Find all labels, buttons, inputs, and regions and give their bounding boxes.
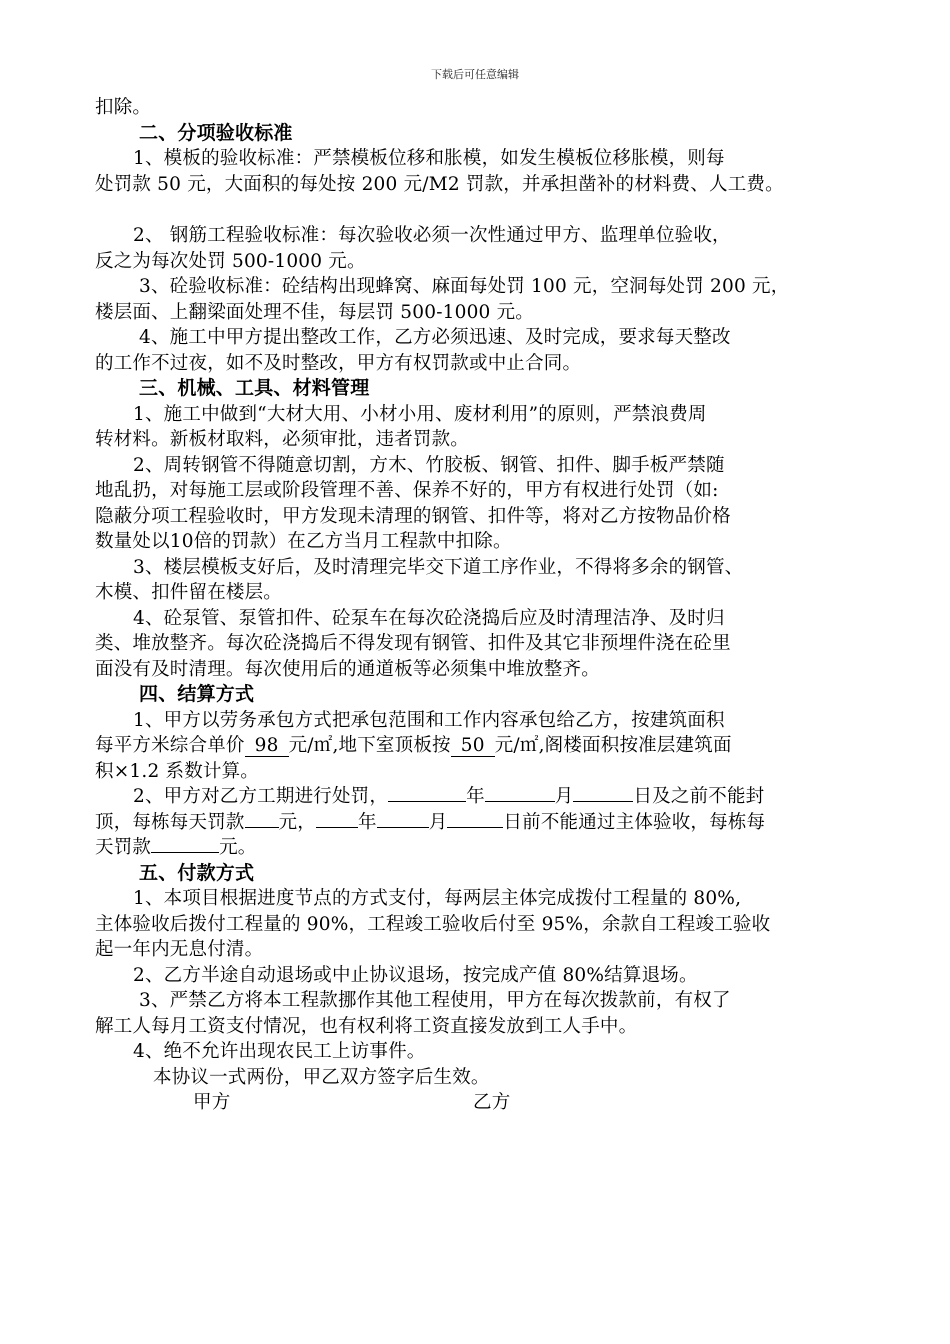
section-heading: 三、机械、工具、材料管理 [139,377,370,399]
section-heading: 五、付款方式 [139,861,255,884]
closing-statement: 本协议一式两份，甲乙双方签字后生效。 [153,1066,490,1088]
paragraph-line: 2、 钢筋工程验收标准：每次验收必须一次性通过甲方、监理单位验收， [133,225,731,246]
paragraph-line: 地乱扔，对每施工层或阶段管理不善、保养不好的，甲方有权进行处罚（如: [95,480,719,501]
paragraph-line [95,810,865,836]
paragraph-line: 4、砼泵管、泵管扣件、砼泵车在每次砼浇捣后应及时清理洁净、及时归 [133,607,725,629]
paragraph-line [95,784,865,810]
paragraph-line: 2、周转钢管不得随意切割，方木、竹胶板、钢管、扣件、脚手板严禁随 [133,454,725,476]
text-run: 日前不能通过主体验收，每栋每 [503,811,766,833]
blank-field [316,827,358,828]
text-run: 年 [358,811,377,833]
paragraph-line: 木模、扣件留在楼层。 [95,582,283,603]
paragraph-line: 转材料。新板材取料，必须审批，违者罚款。 [95,429,470,450]
paragraph-line [95,835,865,861]
document-body [95,95,865,1116]
text-run: 月 [554,786,574,807]
paragraph-line: 处罚款 50 元，大面积的每处按 200 元/M2 罚款，并承担凿补的材料费、人工费。 [95,173,784,195]
text-run: 元。 [219,837,257,858]
blank-field [485,801,555,802]
text-run: 2、甲方对乙方工期进行处罚， [133,786,389,807]
blank-field [388,801,466,802]
paragraph-line: 1、施工中做到“大材大用、小材小用、废材利用”的原则，严禁浪费周 [133,403,707,425]
party-a-label: 甲方 [193,1092,231,1113]
paragraph-line: 4、施工中甲方提出整改工作，乙方必须迅速、及时完成，要求每天整改 [139,327,731,348]
text-run: 月 [428,811,448,833]
blank-field [447,827,503,828]
price-basement-field: 50 [451,736,495,757]
paragraph-line: 起一年内无息付清。 [95,939,264,960]
paragraph-line: 1、模板的验收标准：严禁模板位移和胀模，如发生模板位移胀模，则每 [133,148,725,169]
party-b-label: 乙方 [473,1092,511,1113]
paragraph-line: 隐蔽分项工程验收时，甲方发现未清理的钢管、扣件等，将对乙方按物品价格 [95,505,731,527]
paragraph-line [95,733,865,759]
paragraph-line: 数量处以10倍的罚款）在乙方当月工程款中扣除。 [95,531,512,552]
blank-field [573,801,633,802]
page-header: 下载后可任意编辑 [431,68,519,81]
paragraph-line: 主体验收后拨付工程量的 90%，工程竣工验收后付至 95%，余款自工程竣工验收 [95,913,771,935]
paragraph-line: 类、堆放整齐。每次砼浇捣后不得发现有钢管、扣件及其它非预埋件浇在砼里 [95,633,731,654]
paragraph-line: 的工作不过夜，如不及时整改，甲方有权罚款或中止合同。 [95,352,582,374]
paragraph-line: 反之为每次处罚 500-1000 元。 [95,250,366,272]
paragraph-line: 楼层面、上翻梁面处理不佳，每层罚 500-1000 元。 [95,301,535,323]
paragraph-line: 1、本项目根据进度节点的方式支付，每两层主体完成拨付工程量的 80%, [133,888,742,909]
paragraph-line: 3、严禁乙方将本工程款挪作其他工程使用，甲方在每次拨款前，有权了 [139,990,731,1011]
paragraph-line: 3、楼层模板支好后，及时清理完毕交下道工序作业，不得将多余的钢管、 [133,556,744,578]
text-run: 元/㎡,阁楼面积按准层建筑面 [494,735,732,756]
paragraph-line: 3、砼验收标准：砼结构出现蜂窝、麻面每处罚 100 元，空洞每处罚 200 元， [139,276,790,297]
paragraph-line: 4、绝不允许出现农民工上访事件。 [133,1041,426,1062]
blank-field [151,852,219,853]
signature-row [95,1090,865,1116]
paragraph-line: 积×1.2 系数计算。 [95,760,260,782]
section-heading: 四、结算方式 [139,683,255,705]
paragraph-line: 扣除。 [95,97,152,118]
text-run: 元/㎡,地下室顶板按 [288,735,451,756]
text-run: 顶，每栋每天罚款 [95,811,245,833]
price-main-field: 98 [245,736,289,757]
paragraph-line: 2、乙方半途自动退场或中止协议退场，按完成产值 80%结算退场。 [133,964,698,986]
blank-field [377,827,429,828]
paragraph-line: 解工人每月工资支付情况，也有权利将工资直接发放到工人手中。 [95,1015,638,1037]
blank-field [245,827,279,828]
text-run: 元， [278,811,317,833]
text-run: 日及之前不能封 [633,786,765,807]
text-run: 年 [466,786,485,807]
section-heading: 二、分项验收标准 [139,121,293,144]
paragraph-line: 1、甲方以劳务承包方式把承包范围和工作内容承包给乙方，按建筑面积 [133,709,725,731]
text-run: 天罚款 [95,837,152,858]
paragraph-line: 面没有及时清理。每次使用后的通道板等必须集中堆放整齐。 [95,658,600,680]
text-run: 每平方米综合单价 [95,735,245,756]
